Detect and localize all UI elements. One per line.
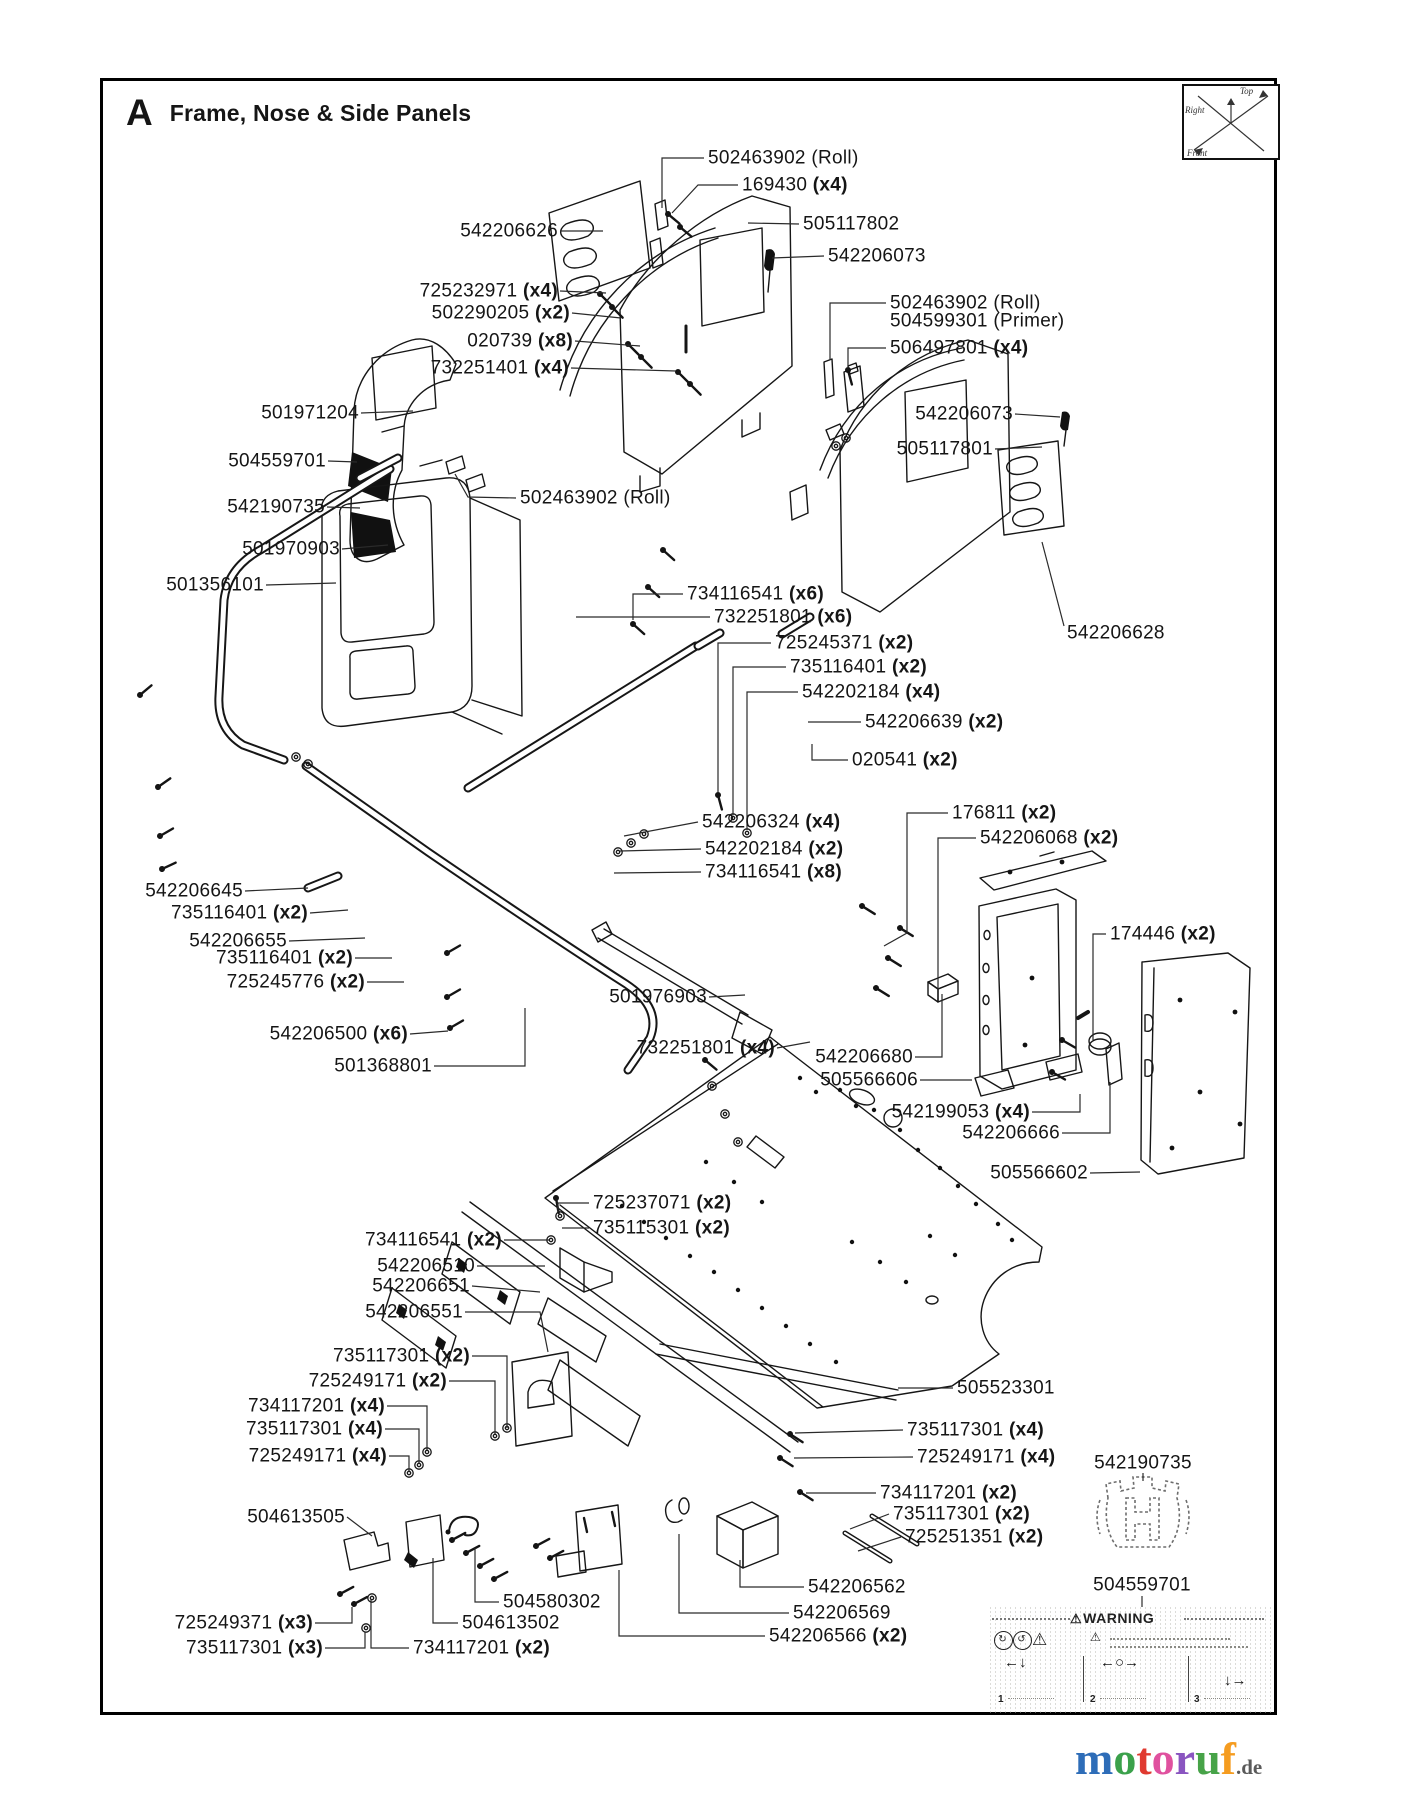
part-label: 542206073	[915, 403, 1013, 425]
warning-triangle-icon: ⚠	[1090, 1630, 1101, 1644]
leader-line	[614, 872, 701, 873]
part-label: 502463902 (Roll)	[708, 147, 859, 169]
part-label: 735117301 (x2)	[893, 1503, 1030, 1525]
part-label: 542206655	[189, 930, 287, 952]
part-label: 734117201 (x4)	[248, 1395, 385, 1417]
leader-line	[1093, 934, 1106, 1040]
watermark-letter: m	[1075, 1733, 1114, 1784]
leader-line	[938, 838, 976, 998]
part-label: 506497801 (x4)	[890, 337, 1029, 359]
leader-line	[748, 223, 799, 224]
husqvarna-crown-logo	[1097, 1477, 1189, 1547]
part-label: 542206666	[962, 1122, 1060, 1144]
arrow-pictogram: ←○→	[1100, 1654, 1140, 1671]
part-label: 502463902 (Roll)	[890, 292, 1041, 314]
leader-line	[1015, 414, 1060, 417]
leader-line	[465, 1312, 548, 1352]
leader-line	[915, 994, 942, 1057]
decal-fine-print	[1110, 1638, 1230, 1640]
part-label: 504613502	[462, 1612, 560, 1634]
fasteners	[136, 210, 1077, 1632]
leader-line	[740, 1560, 804, 1587]
orientation-right-label: Right	[1185, 105, 1205, 115]
leader-line	[475, 1548, 499, 1602]
part-label: 735116401 (x2)	[216, 947, 353, 969]
leader-line	[795, 1430, 903, 1433]
leader-line	[679, 1534, 789, 1613]
leader-line	[733, 667, 786, 815]
decal-pictograms	[994, 1630, 1049, 1650]
decal-divider	[1188, 1656, 1189, 1702]
part-label: 542206073	[828, 245, 926, 267]
leader-line	[1090, 1172, 1140, 1173]
part-label: 734117201 (x2)	[413, 1637, 550, 1659]
arrow-pictogram: ↓→	[1224, 1672, 1247, 1689]
leader-line	[672, 185, 738, 213]
part-label: 504559701	[1093, 1574, 1191, 1596]
part-label: 735117301 (x3)	[186, 1637, 323, 1659]
watermark-letter: t	[1136, 1733, 1152, 1784]
part-label: 542190735	[1094, 1452, 1192, 1474]
part-label: 504613505	[247, 1506, 345, 1528]
part-label: 542206626	[460, 220, 558, 242]
part-label: 505566606	[820, 1069, 918, 1091]
orientation-icon	[1183, 85, 1279, 159]
leader-line	[794, 1457, 913, 1458]
part-label: 174446 (x2)	[1110, 923, 1216, 945]
part-label: 504580302	[503, 1591, 601, 1613]
leader-line	[289, 938, 365, 941]
leader-line	[620, 849, 701, 851]
frame-tubes	[219, 458, 810, 1070]
part-label: 169430 (x4)	[742, 174, 848, 196]
leader-line	[371, 1599, 409, 1648]
part-label: 501368801	[334, 1055, 432, 1077]
chassis-holes	[620, 860, 1243, 1365]
part-label: 542206562	[808, 1576, 906, 1598]
leader-line	[624, 822, 698, 836]
part-label: 725232971 (x4)	[419, 280, 558, 302]
part-label: 725249171 (x4)	[248, 1445, 387, 1467]
orientation-front-label: Front	[1187, 148, 1208, 158]
part-label: 542206510	[377, 1255, 475, 1277]
watermark-letter: o	[1151, 1733, 1175, 1784]
decal-warning-title: ⚠WARNING	[1070, 1610, 1155, 1626]
part-label: 502290205 (x2)	[431, 302, 570, 324]
part-label: 542202184 (x4)	[802, 681, 941, 703]
part-label: 735115301 (x2)	[593, 1217, 730, 1239]
watermark-letter: f	[1220, 1733, 1236, 1784]
warning-decal	[988, 1606, 1272, 1714]
leader-line	[1042, 542, 1064, 626]
part-label: 176811 (x2)	[952, 802, 1057, 824]
leader-line	[410, 1031, 448, 1034]
part-label: 725249371 (x3)	[174, 1612, 313, 1634]
prohibition-icon: ↻	[994, 1631, 1013, 1650]
part-label: 725251351 (x2)	[905, 1526, 1044, 1548]
decal-step-number: 3	[1194, 1694, 1250, 1705]
part-label: 542206628	[1067, 622, 1165, 644]
part-label: 542206500 (x6)	[269, 1023, 408, 1045]
leader-line	[449, 1381, 495, 1434]
leader-line	[387, 1406, 427, 1450]
leader-line	[389, 1456, 409, 1471]
warning-triangle-icon: ⚠	[1070, 1611, 1083, 1626]
leader-line	[315, 1607, 352, 1623]
leader-line	[310, 910, 348, 913]
leader-line	[472, 1356, 507, 1428]
leader-line	[1032, 1094, 1080, 1112]
part-label: 725249171 (x4)	[917, 1446, 1056, 1468]
decal-rule	[1184, 1618, 1264, 1620]
leader-line	[772, 256, 824, 258]
part-label: 734117201 (x2)	[880, 1482, 1017, 1504]
part-label: 502463902 (Roll)	[520, 487, 671, 509]
prohibition-icon: ↺	[1013, 1631, 1032, 1650]
leader-line	[747, 692, 798, 830]
leader-line	[830, 303, 886, 360]
part-label: 734116541 (x6)	[687, 583, 824, 605]
leader-line	[245, 888, 308, 891]
part-label: 542206645	[145, 880, 243, 902]
part-label: 725245776 (x2)	[226, 971, 365, 993]
decal-step-number: 1	[998, 1694, 1054, 1705]
part-label: 542206068 (x2)	[980, 827, 1119, 849]
part-label: 505117802	[803, 213, 900, 235]
part-label: 542206569	[793, 1602, 891, 1624]
part-label: 505566602	[990, 1162, 1088, 1184]
part-label: 542202184 (x2)	[705, 838, 844, 860]
decal-fine-print	[1110, 1646, 1248, 1648]
leader-line	[325, 1632, 365, 1648]
part-label: 542199053 (x4)	[891, 1101, 1030, 1123]
part-label: 020541 (x2)	[852, 749, 958, 771]
decal-rule	[992, 1618, 1070, 1620]
leader-line	[347, 1517, 372, 1536]
leader-line	[385, 1429, 419, 1463]
part-label: 501971204	[261, 402, 359, 424]
part-label: 735116401 (x2)	[171, 902, 308, 924]
part-label: 501976903	[609, 986, 707, 1008]
part-label: 504559701	[228, 450, 326, 472]
part-label: 732251801 (x6)	[714, 606, 853, 628]
part-label: 734116541 (x8)	[705, 861, 842, 883]
orientation-top-label: Top	[1240, 86, 1254, 96]
part-label: 020739 (x8)	[467, 330, 573, 352]
part-label: 734116541 (x2)	[365, 1229, 502, 1251]
part-label: 542206324 (x4)	[702, 811, 841, 833]
part-label: 735116401 (x2)	[790, 656, 927, 678]
part-label: 725245371 (x2)	[775, 632, 914, 654]
part-label: 505117801	[896, 438, 993, 460]
leader-line	[1062, 1082, 1110, 1133]
leader-line	[361, 411, 413, 413]
leader-line	[571, 368, 676, 371]
leader-line	[633, 594, 683, 620]
leader-line	[718, 643, 771, 792]
section-letter: A	[126, 92, 154, 133]
part-label: 735117301 (x4)	[246, 1418, 383, 1440]
part-label: 725249171 (x2)	[308, 1370, 447, 1392]
motoruf-watermark[interactable]	[1075, 1733, 1263, 1784]
part-label: 501356101	[166, 574, 264, 596]
part-label: 735117301 (x2)	[333, 1345, 470, 1367]
part-label: 505523301	[957, 1377, 1055, 1399]
part-label: 542206551	[365, 1301, 463, 1323]
page-title: Frame, Nose & Side Panels	[169, 100, 472, 126]
leader-line	[777, 1042, 810, 1048]
part-label: 542190735	[227, 496, 325, 518]
watermark-letter: u	[1195, 1733, 1221, 1784]
leader-line	[848, 348, 886, 368]
leader-line	[812, 744, 848, 760]
leader-line	[433, 1558, 458, 1623]
part-label: 725237071 (x2)	[593, 1192, 732, 1214]
watermark-letter: r	[1174, 1733, 1196, 1784]
leader-line	[266, 583, 336, 585]
warning-triangle-icon: ⚠	[1032, 1630, 1050, 1649]
leader-line	[619, 1570, 765, 1636]
part-label: 735117301 (x4)	[907, 1419, 1044, 1441]
watermark-tld: .de	[1236, 1755, 1263, 1779]
decal-divider	[1083, 1656, 1084, 1702]
part-label: 542206680	[815, 1046, 913, 1068]
decal-step-number: 2	[1090, 1694, 1146, 1705]
part-label: 732251401 (x4)	[430, 357, 569, 379]
part-label: 732251801 (x4)	[636, 1037, 775, 1059]
watermark-letter: o	[1113, 1733, 1137, 1784]
part-label: 542206651	[372, 1275, 470, 1297]
part-label: 501970903	[242, 538, 340, 560]
part-label: 542206566 (x2)	[769, 1625, 908, 1647]
leader-line	[472, 1286, 540, 1292]
arrow-pictogram: ←↓	[1004, 1654, 1027, 1671]
leader-line	[434, 1008, 525, 1066]
part-label: 504599301 (Primer)	[890, 310, 1065, 332]
part-label: 542206639 (x2)	[865, 711, 1004, 733]
